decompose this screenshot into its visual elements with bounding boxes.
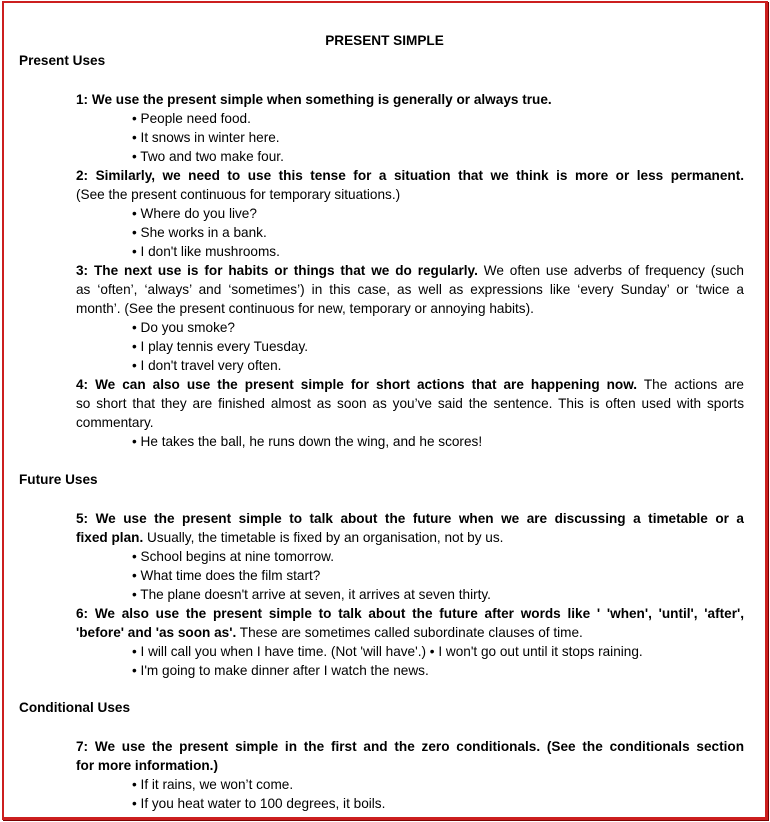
use-5-text: Usually, the timetable is fixed by an organisation, not by us. [147, 530, 504, 545]
use-4-heading-text: 4: We can also use the present simple for short actions that are happening now. [76, 377, 638, 392]
use-6-heading-text-2: 'before' and 'as soon as'. [76, 625, 237, 640]
use-6-line-2 [76, 623, 583, 642]
use-7-line-1 [76, 737, 744, 756]
use-3-bullet-1: • Do you smoke? [132, 320, 235, 335]
use-3-line-1 [76, 261, 744, 280]
use-1-bullet-1: • People need food. [132, 111, 251, 126]
use-3-line-2: as ‘often’, ‘always’ and ‘sometimes’) in this case, as well as expressions like ‘every Sunday’ or ‘twice a [76, 282, 744, 297]
use-5-bullet-1: • School begins at nine tomorrow. [132, 549, 334, 564]
use-4-text-1: The actions are [643, 377, 744, 392]
use-3-heading-text: 3: The next use is for habits or things that we do regularly. [76, 263, 478, 278]
section-heading-present: Present Uses [19, 53, 106, 68]
use-5-heading-text-2: fixed plan. [76, 530, 144, 545]
use-5-heading-text-1: 5: We use the present simple to talk about the future when we are discussing a timetable or a [76, 511, 744, 526]
use-6-bullet-2: • I'm going to make dinner after I watch the news. [132, 663, 429, 678]
use-6-text: These are sometimes called subordinate clauses of time. [239, 625, 583, 640]
use-2-text: (See the present continuous for temporary situations.) [76, 187, 401, 202]
use-1-bullet-2: • It snows in winter here. [132, 130, 280, 145]
use-4-line-3: commentary. [76, 415, 154, 430]
use-5-bullet-2: • What time does the film start? [132, 568, 321, 583]
document-page [2, 1, 768, 820]
use-4-line-1 [76, 375, 744, 394]
use-5-bullet-3: • The plane doesn't arrive at seven, it arrives at seven thirty. [132, 587, 491, 602]
use-7-line-2 [76, 756, 218, 775]
use-2-heading [76, 166, 744, 185]
use-3-bullet-2: • I play tennis every Tuesday. [132, 339, 309, 354]
use-7-heading-text-2: for more information.) [76, 758, 218, 773]
use-3-bullet-3: • I don't travel very often. [132, 358, 282, 373]
use-1-bullet-3: • Two and two make four. [132, 149, 284, 164]
use-4-line-2: so short that they are finished almost as soon as you’ve said the sentence. This is often used with sports [76, 396, 744, 411]
use-1-heading-text: 1: We use the present simple when something is generally or always true. [76, 92, 552, 107]
use-7-heading-text-1: 7: We use the present simple in the first and the zero conditionals. (See the conditionals section [76, 739, 744, 754]
section-heading-future: Future Uses [19, 472, 98, 487]
use-2-bullet-3: • I don't like mushrooms. [132, 244, 280, 259]
use-2-bullet-1: • Where do you live? [132, 206, 257, 221]
use-6-heading-text-1: 6: We also use the present simple to talk about the future after words like ' 'when', 'until', 'after', [76, 606, 744, 621]
use-5-line-2 [76, 528, 503, 547]
use-5-line-1 [76, 509, 744, 528]
section-heading-conditional: Conditional Uses [19, 700, 131, 715]
use-2-heading-text: 2: Similarly, we need to use this tense for a situation that we think is more or less permanent. [76, 168, 744, 183]
use-6-line-1 [76, 604, 744, 623]
use-3-text-1: We often use adverbs of frequency (such [483, 263, 744, 278]
use-7-bullet-2: • If you heat water to 100 degrees, it boils. [132, 796, 386, 811]
use-1-heading [76, 90, 552, 109]
use-4-bullet-1: • He takes the ball, he runs down the wing, and he scores! [132, 434, 483, 449]
use-3-line-3: month’. (See the present continuous for new, temporary or annoying habits). [76, 301, 534, 316]
use-6-bullet-1: • I will call you when I have time. (Not 'will have'.) • I won't go out until it stops raining. [132, 644, 643, 659]
use-7-bullet-1: • If it rains, we won’t come. [132, 777, 294, 792]
page-title: PRESENT SIMPLE [325, 33, 444, 48]
use-2-bullet-2: • She works in a bank. [132, 225, 267, 240]
